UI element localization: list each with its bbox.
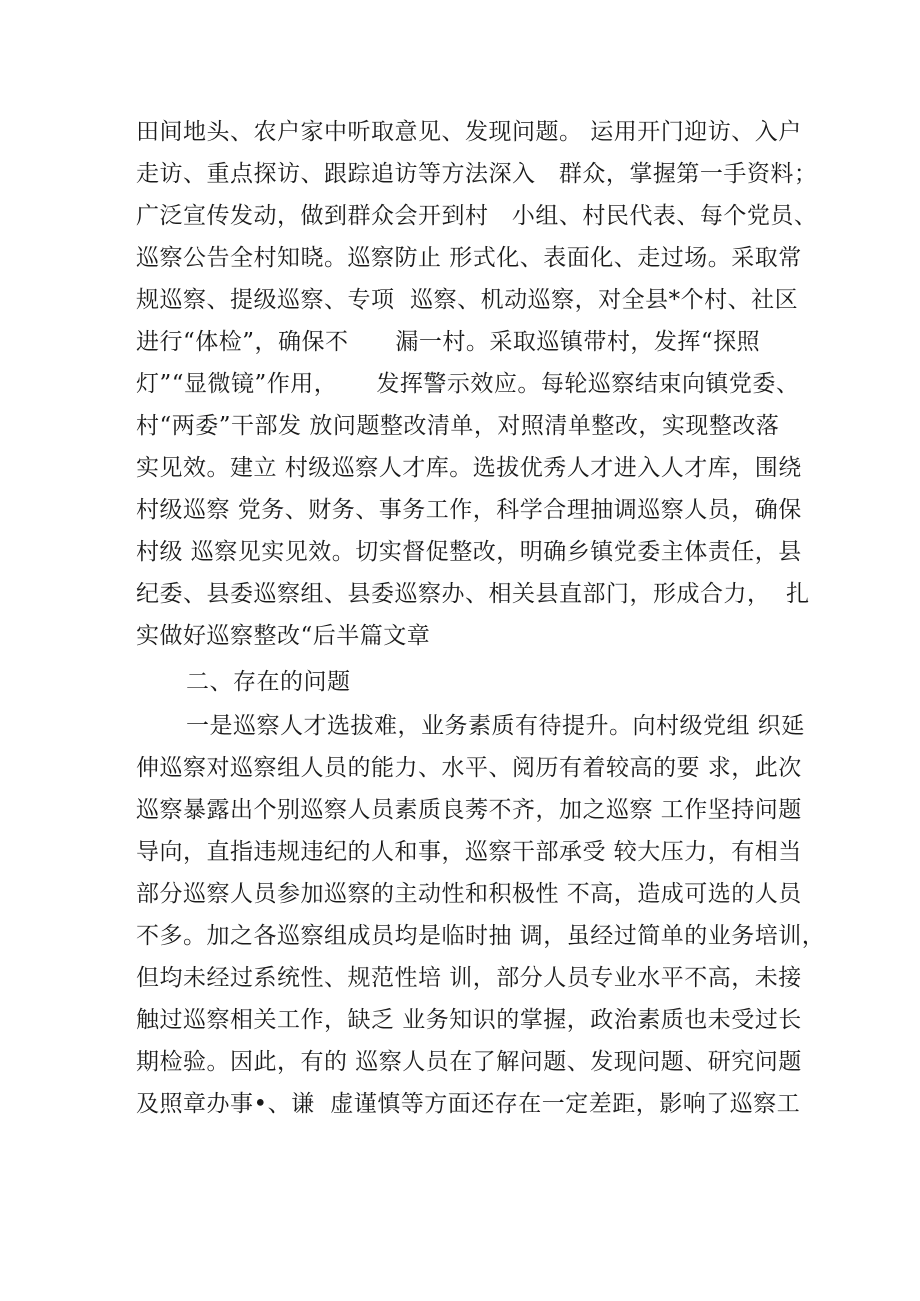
text-line: 巡察暴露出个别巡察人员素质良莠不齐，加之巡察 工作坚持问题 [136, 797, 802, 823]
text-line: 伸巡察对巡察组人员的能力、水平、阅历有着较高的要 求，此次 [136, 755, 802, 781]
text-line: 不多。加之各巡察组成员均是临时抽 调，虽经过简单的业务培训， [136, 923, 826, 949]
text-line: 进行“体检”，确保不 漏一村。采取巡镇带村，发挥“探照 [136, 329, 761, 355]
text-line: 村级巡察 党务、财务、事务工作，科学合理抽调巡察人员，确保 [136, 497, 802, 523]
text-line: 田间地头、农户家中听取意见、发现问题。 运用开门迎访、入户 [136, 119, 802, 145]
text-line: 纪委、县委巡察组、县委巡察办、相关县直部门，形成合力， 扎 [136, 581, 810, 607]
text-line: 走访、重点探访、跟踪追访等方法深入 群众，掌握第一手资料； [136, 161, 818, 187]
text-line: 期检验。因此，有的 巡察人员在了解问题、发现问题、研究问题 [136, 1049, 802, 1075]
text-line: 村级 巡察见实见效。切实督促整改，明确乡镇党委主体责任，县 [136, 539, 802, 565]
text-line: 广泛宣传发动，做到群众会开到村 小组、村民代表、每个党员、 [136, 203, 818, 229]
text-line: 实见效。建立 村级巡察人才库。选拔优秀人才进入人才库，围绕 [136, 455, 802, 481]
text-line: 灯”“显微镜”作用， 发挥警示效应。每轮巡察结束向镇党委、 [136, 371, 800, 397]
text-line: 村“两委”干部发 放问题整改清单，对照清单整改，实现整改落 [136, 413, 780, 439]
text-line: 一是巡察人才选拔难，业务素质有待提升。向村级党组 织延 [186, 713, 805, 739]
text-line: 但均未经过系统性、规范性培 训，部分人员专业水平不高，未接 [136, 965, 802, 991]
text-line: 实做好巡察整改“后半篇文章 [136, 623, 431, 649]
text-line: 巡察公告全村知晓。巡察防止 形式化、表面化、走过场。采取常 [136, 245, 802, 271]
text-line: 规巡察、提级巡察、专项 巡察、机动巡察，对全县*个村、社区 [136, 287, 799, 313]
text-line: 导向，直指违规违纪的人和事，巡察干部承受 较大压力，有相当 [136, 839, 802, 865]
text-line: 及照章办事•、谦 虚谨慎等方面还存在一定差距，影响了巡察工 [136, 1091, 801, 1117]
text-line: 部分巡察人员参加巡察的主动性和积极性 不高，造成可选的人员 [136, 881, 802, 907]
text-line: 触过巡察相关工作，缺乏 业务知识的掌握，政治素质也未受过长 [136, 1007, 802, 1033]
section-heading: 二、存在的问题 [186, 669, 351, 695]
